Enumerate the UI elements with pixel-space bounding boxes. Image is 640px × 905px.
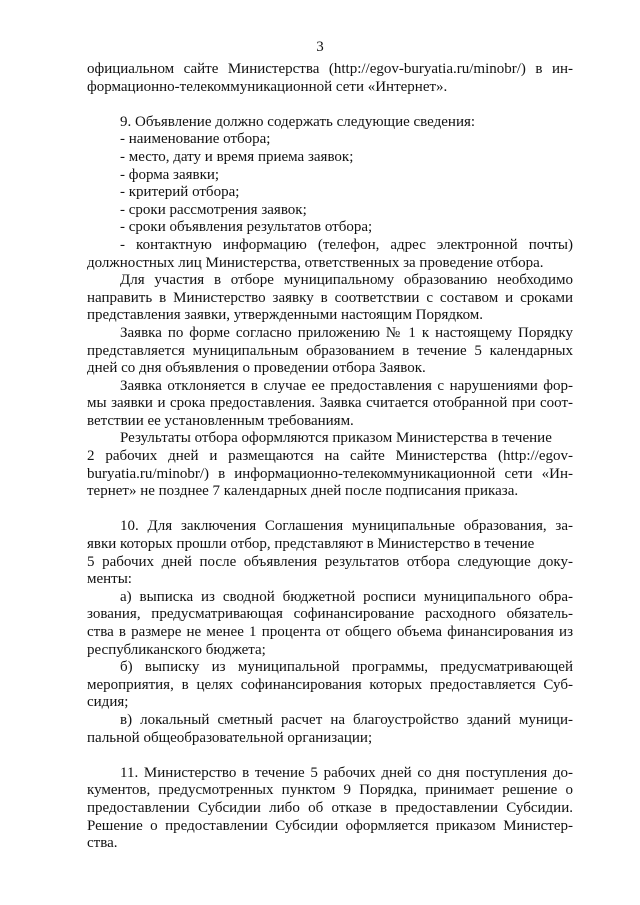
text-line: б) выписку из муниципальной программы, предусматривающей — [120, 659, 573, 676]
text-line: 11. Министерство в течение 5 рабочих дней со дня поступления до- — [120, 764, 573, 781]
text-line: - место, дату и время приема заявок; — [120, 148, 354, 165]
text-line: Заявка по форме согласно приложению № 1 к настоящему Порядку — [120, 324, 573, 341]
text-line: - сроки объявления результатов отбора; — [120, 219, 373, 236]
text-line: 2 рабочих дней и размещаются на сайте Министерства (http://egov- — [87, 448, 573, 465]
paragraph-spacer — [87, 501, 573, 519]
text-line: мероприятия, в целях софинансирования которых предоставляется Суб- — [87, 676, 573, 693]
text-line: кументов, предусмотренных пунктом 9 Порядка, принимает решение о — [87, 782, 573, 799]
text-line: формационно-телекоммуникационной сети «Интернет». — [87, 78, 448, 95]
text-line: - критерий отбора; — [120, 184, 240, 201]
text-line: мы заявки и срока предоставления. Заявка считается отобранной при соот- — [87, 395, 573, 412]
text-line: пальной общеобразовательной организации; — [87, 729, 373, 746]
text-line: ства в размере не менее 1 процента от общего объема финансирования из — [87, 624, 573, 640]
paragraph-spacer — [87, 747, 573, 765]
text-line: республиканского бюджета; — [87, 641, 266, 658]
text-line: представления заявки, утвержденными настоящим Порядком. — [87, 307, 484, 324]
text-line: Результаты отбора оформляются приказом Министерства в течение — [120, 430, 552, 447]
text-line: buryatia.ru/minobr/) в информационно-телекоммуникационной сети «Ин- — [87, 465, 573, 482]
text-line: зования, предусматривающая софинансирование расходного обязатель- — [87, 606, 573, 623]
text-line: явки которых прошли отбор, представляют в Министерство в течение — [87, 536, 535, 553]
text-line: предоставлении Субсидии либо об отказе в предоставлении Субсидии. — [87, 799, 573, 816]
text-line: ства. — [87, 835, 118, 852]
text-line: а) выписка из сводной бюджетной росписи муниципального обра- — [120, 588, 573, 605]
document-body — [87, 61, 573, 853]
text-line: 5 рабочих дней после объявления результатов отбора следующие доку- — [87, 553, 573, 570]
text-line: - наименование отбора; — [120, 131, 271, 148]
text-line: тернет» не позднее 7 календарных дней после подписания приказа. — [87, 483, 519, 500]
text-line: сидия; — [87, 694, 129, 711]
text-line: ветствии ее установленным требованиям. — [87, 412, 354, 429]
text-line: менты: — [87, 571, 132, 588]
text-line: - контактную информацию (телефон, адрес электронной почты) — [120, 236, 573, 253]
text-line: Для участия в отборе муниципальному образованию необходимо — [120, 272, 573, 289]
page-number: 3 — [316, 39, 324, 55]
text-line: в) локальный сметный расчет на благоустройство зданий муници- — [120, 711, 573, 728]
text-line: дней со дня объявления о проведении отбора Заявок. — [87, 360, 426, 377]
text-line: официальном сайте Министерства (http://egov-buryatia.ru/minobr/) в ин- — [87, 61, 573, 77]
text-line: Решение о предоставлении Субсидии оформляется приказом Министер- — [87, 817, 573, 834]
text-line: - сроки рассмотрения заявок; — [120, 201, 307, 218]
text-line: 9. Объявление должно содержать следующие сведения: — [120, 113, 476, 130]
text-line: должностных лиц Министерства, ответственных за проведение отбора. — [87, 254, 544, 271]
text-line: представляется муниципальным образованием в течение 5 календарных — [87, 342, 573, 359]
text-line: направить в Министерство заявку в соответствии с составом и сроками — [87, 289, 573, 306]
text-line: Заявка отклоняется в случае ее предоставления с нарушениями фор- — [120, 377, 573, 394]
text-line: - форма заявки; — [120, 166, 220, 183]
text-line: 10. Для заключения Соглашения муниципальные образования, за- — [120, 518, 573, 535]
paragraph-spacer — [87, 96, 573, 114]
